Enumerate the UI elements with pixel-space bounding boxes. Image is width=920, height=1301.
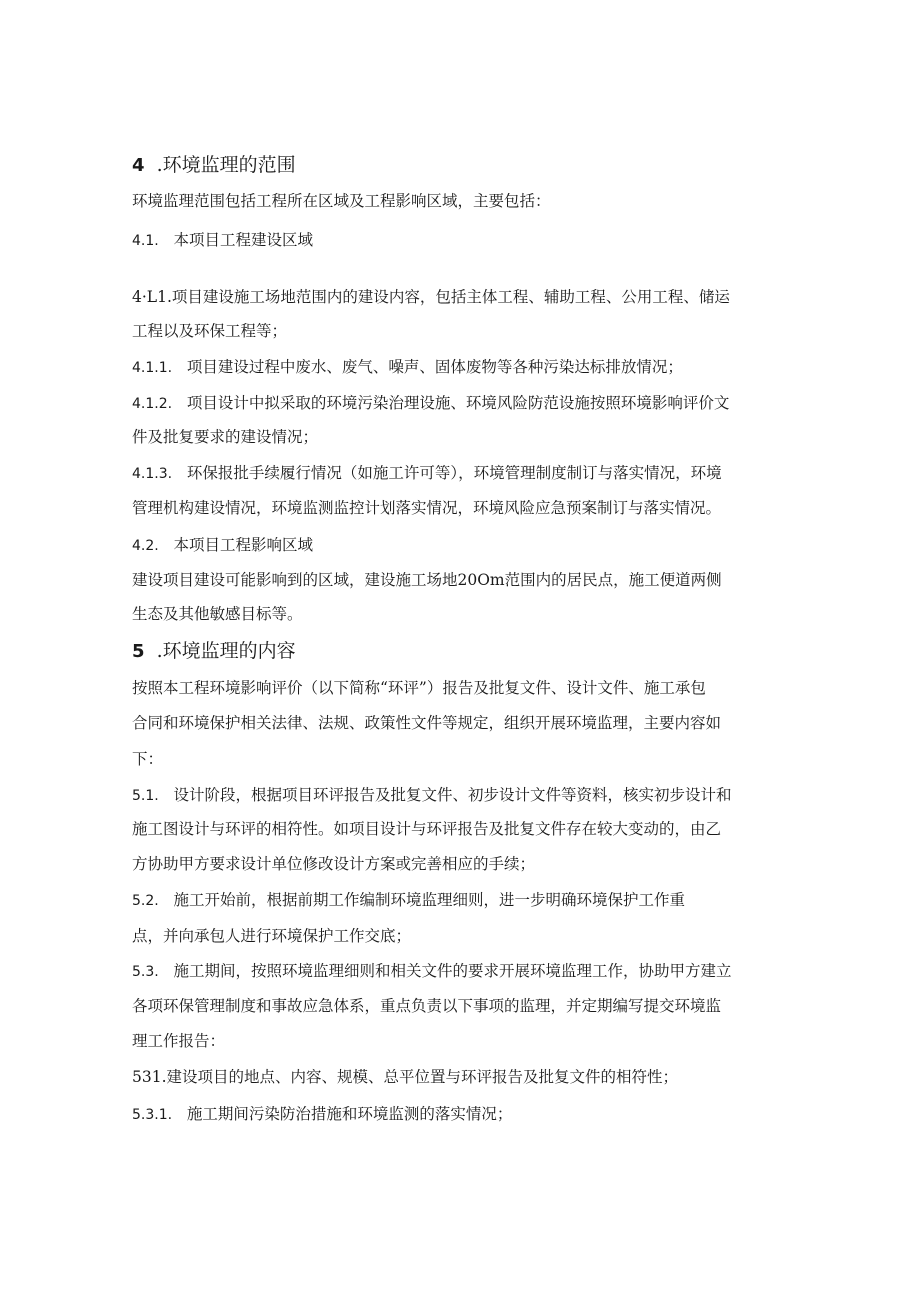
paragraph: 生态及其他敏感目标等。 (132, 605, 303, 623)
item-text: 项目设计中拟采取的环境污染治理设施、环境风险防范设施按照环境影响评价文 (186, 394, 730, 412)
item-text: 本项目工程影响区域 (173, 536, 314, 554)
paragraph: 合同和环境保护相关法律、法规、政策性文件等规定，组织开展环境监理，主要内容如 (132, 714, 722, 732)
item-text: 设计阶段，根据项目环评报告及批复文件、初步设计文件等资料，核实初步设计和 (173, 786, 732, 804)
item-text: 项目建设过程中废水、废气、噪声、固体废物等各种污染达标排放情况； (186, 358, 683, 376)
paragraph: 理工作报告： (132, 1032, 226, 1050)
item-4-1-3 (132, 462, 792, 485)
paragraph: 点，并向承包人进行环境保护工作交底； (132, 927, 412, 945)
paragraph: 531.建设项目的地点、内容、规模、总平位置与环评报告及批复文件的相符性； (132, 1068, 679, 1086)
subsection-4-1 (132, 229, 792, 252)
paragraph: 件及批复要求的建设情况； (132, 428, 319, 446)
item-number: 4.1.2. (132, 396, 173, 412)
paragraph: 各项环保管理制度和事故应急体系，重点负责以下事项的监理，并定期编写提交环境监 (132, 997, 722, 1015)
item-number: 5.2. (132, 893, 159, 909)
section-4-heading (132, 152, 792, 179)
heading-text: .环境监理的内容 (156, 640, 296, 662)
item-5-2 (132, 889, 792, 912)
heading-text: .环境监理的范围 (156, 154, 296, 176)
item-text: 环保报批手续履行情况（如施工许可等），环境管理制度制订与落实情况，环境 (186, 464, 722, 482)
paragraph: 方协助甲方要求设计单位修改设计方案或完善相应的手续； (132, 855, 536, 873)
item-text: 施工期间污染防治措施和环境监测的落实情况； (186, 1105, 513, 1123)
paragraph: 工程以及环保工程等； (132, 322, 288, 340)
paragraph: 建设项目建设可能影响到的区域，建设施工场地20Om范围内的居民点，施工便道两侧 (132, 571, 722, 589)
paragraph: 4·L1.项目建设施工场地范围内的建设内容，包括主体工程、辅助工程、公用工程、储运 (132, 288, 730, 306)
paragraph: 施工图设计与环评的相符性。如项目设计与环评报告及批复文件存在较大变动的，由乙 (132, 820, 722, 838)
paragraph: 环境监理范围包括工程所在区域及工程影响区域，主要包括： (132, 192, 551, 210)
paragraph: 管理机构建设情况，环境监测监控计划落实情况，环境风险应急预案制订与落实情况。 (132, 499, 722, 517)
item-number: 5.3.1. (132, 1107, 173, 1123)
item-number: 4.1.3. (132, 466, 173, 482)
item-number: 4.2. (132, 538, 159, 554)
item-text: 本项目工程建设区域 (173, 231, 314, 249)
item-number: 4.1. (132, 233, 159, 249)
section-number: 4 (132, 155, 145, 176)
item-5-1 (132, 784, 792, 807)
item-5-3-1 (132, 1103, 792, 1126)
section-5-heading (132, 638, 792, 665)
item-text: 施工开始前，根据前期工作编制环境监理细则，进一步明确环境保护工作重 (173, 891, 686, 909)
section-number: 5 (132, 641, 145, 662)
item-4-1-1 (132, 356, 792, 379)
item-5-3 (132, 960, 792, 983)
item-text: 施工期间，按照环境监理细则和相关文件的要求开展环境监理工作，协助甲方建立 (173, 962, 732, 980)
item-number: 5.3. (132, 964, 159, 980)
paragraph: 下： (132, 750, 164, 768)
paragraph: 按照本工程环境影响评价（以下简称“环评”）报告及批复文件、设计文件、施工承包 (132, 679, 706, 697)
subsection-4-2 (132, 534, 792, 557)
item-4-1-2 (132, 392, 792, 415)
item-number: 5.1. (132, 788, 159, 804)
item-number: 4.1.1. (132, 360, 173, 376)
